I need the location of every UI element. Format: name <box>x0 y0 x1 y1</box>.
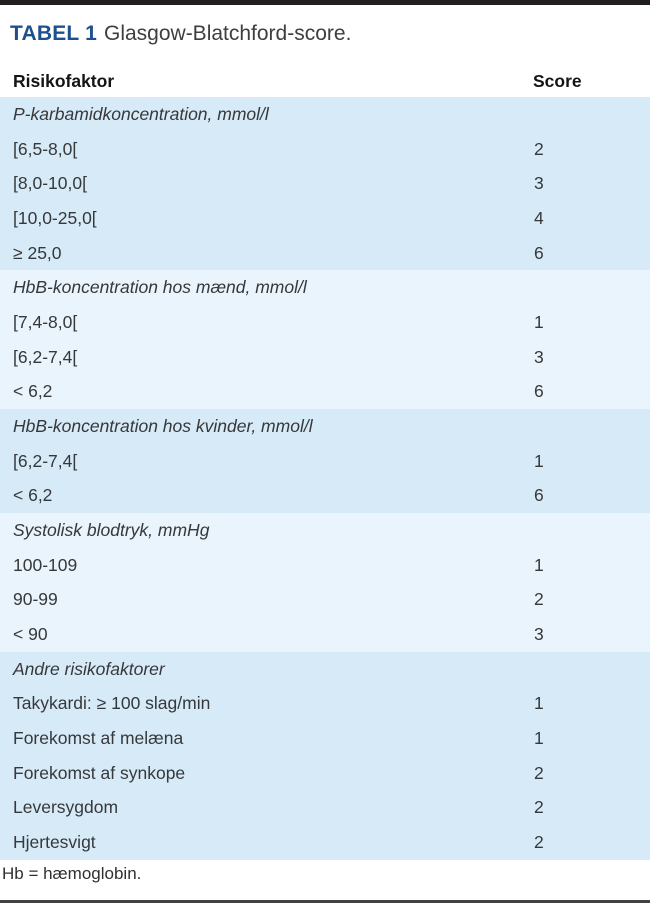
risk-factor-cell: < 6,2 <box>13 485 53 506</box>
score-cell: 1 <box>534 727 544 748</box>
risk-factor-cell: Takykardi: ≥ 100 slag/min <box>13 693 211 714</box>
score-cell: 2 <box>534 831 544 852</box>
table-row <box>0 825 650 860</box>
score-cell: 6 <box>534 485 544 506</box>
score-cell: 1 <box>534 693 544 714</box>
score-cell: 6 <box>534 381 544 402</box>
risk-factor-cell: Forekomst af synkope <box>13 762 186 783</box>
table-row <box>0 340 650 375</box>
score-cell: 3 <box>534 346 544 367</box>
section-header: Andre risikofaktorer <box>13 658 165 679</box>
risk-factor-cell: < 90 <box>13 623 48 644</box>
risk-factor-cell: Hjertesvigt <box>13 831 96 852</box>
risk-factor-cell: 90-99 <box>13 589 58 610</box>
column-header-risikofaktor: Risikofaktor <box>13 71 115 91</box>
risk-factor-cell: [10,0-25,0[ <box>13 207 97 228</box>
table-section <box>0 97 650 270</box>
risk-factor-cell: < 6,2 <box>13 381 53 402</box>
score-cell: 3 <box>534 623 544 644</box>
score-cell: 1 <box>534 554 544 575</box>
risk-factor-cell: 100-109 <box>13 554 78 575</box>
bottom-rule-divider <box>0 900 650 903</box>
score-cell: 2 <box>534 138 544 159</box>
risk-factor-cell: ≥ 25,0 <box>13 242 62 263</box>
table-row <box>0 478 650 513</box>
table-row <box>0 582 650 617</box>
table-row <box>0 201 650 236</box>
table-row <box>0 686 650 721</box>
column-header-row <box>0 69 650 94</box>
table-row <box>0 790 650 825</box>
section-header: HbB-koncentration hos mænd, mmol/l <box>13 277 307 298</box>
table-row <box>0 132 650 167</box>
score-cell: 6 <box>534 242 544 263</box>
score-cell: 2 <box>534 589 544 610</box>
score-cell: 1 <box>534 450 544 471</box>
column-header-score: Score <box>533 71 582 91</box>
table-row <box>0 236 650 271</box>
table-caption <box>10 21 351 46</box>
risk-factor-cell: [8,0-10,0[ <box>13 173 87 194</box>
score-cell: 1 <box>534 311 544 332</box>
table-footnote: Hb = hæmoglobin. <box>2 864 142 883</box>
table-row <box>0 305 650 340</box>
score-cell: 3 <box>534 173 544 194</box>
table-row <box>0 617 650 652</box>
table-row <box>0 721 650 756</box>
table-section <box>0 513 650 652</box>
table-body <box>0 97 650 860</box>
score-cell: 2 <box>534 797 544 818</box>
table-row <box>0 444 650 479</box>
table-number-label: TABEL 1 <box>10 22 97 45</box>
risk-factor-cell: [6,5-8,0[ <box>13 138 78 159</box>
top-rule-divider <box>0 0 650 5</box>
table-row <box>0 166 650 201</box>
risk-factor-cell: Leversygdom <box>13 797 119 818</box>
table-row <box>0 374 650 409</box>
risk-factor-cell: [6,2-7,4[ <box>13 450 78 471</box>
table-section <box>0 652 650 860</box>
table-section <box>0 409 650 513</box>
score-cell: 4 <box>534 207 544 228</box>
risk-factor-cell: [6,2-7,4[ <box>13 346 78 367</box>
score-cell: 2 <box>534 762 544 783</box>
section-header: HbB-koncentration hos kvinder, mmol/l <box>13 415 313 436</box>
section-header: P-karbamidkoncentration, mmol/l <box>13 103 269 124</box>
table-section <box>0 270 650 409</box>
section-header: Systolisk blodtryk, mmHg <box>13 519 210 540</box>
table-title: Glasgow-Blatchford-score. <box>103 22 352 45</box>
risk-factor-cell: Forekomst af melæna <box>13 727 184 748</box>
table-row <box>0 548 650 583</box>
table-row <box>0 756 650 791</box>
risk-factor-cell: [7,4-8,0[ <box>13 311 78 332</box>
